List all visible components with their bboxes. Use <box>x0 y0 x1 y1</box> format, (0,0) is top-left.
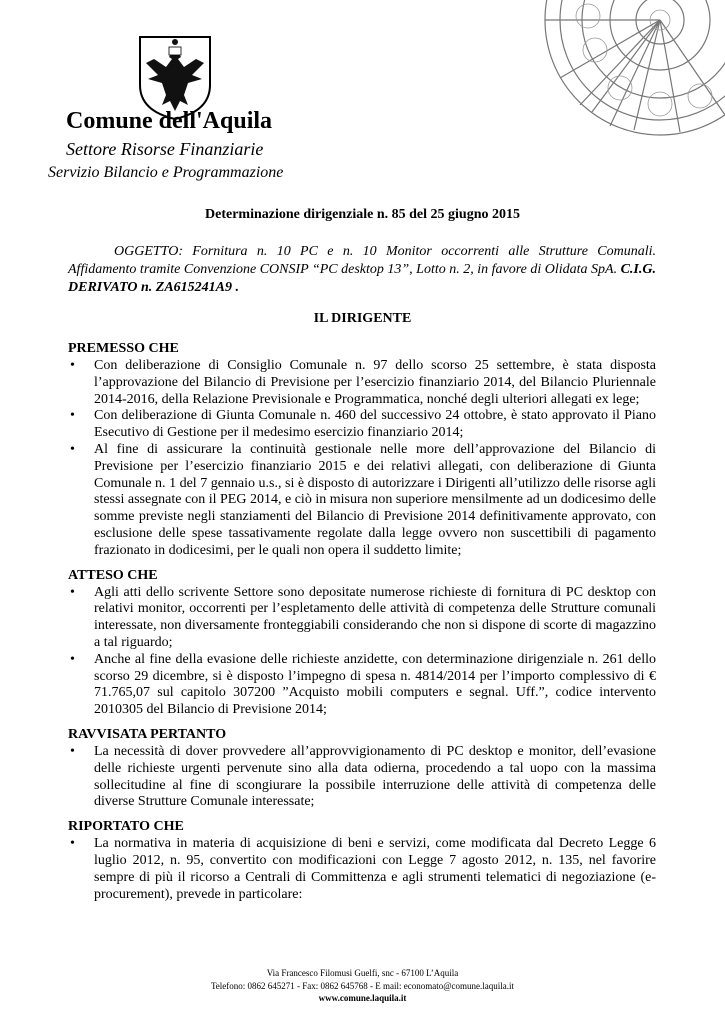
rose-window-decoration <box>530 0 725 140</box>
org-service: Servizio Bilancio e Programmazione <box>48 164 284 181</box>
section-title: PREMESSO CHE <box>68 341 179 356</box>
list-item: • La normativa in materia di acquisizione di beni e servizi, come modificata dal Decreto Legge 6 luglio 2012, n. 95, convertito con modificazioni con Legge 7 agosto 2012, n. 135, nel favorire sempre di più il ricorso a Centrali di Committenza e agli strumenti telematici di negoziazione (e-procurement), prevede in particolare: <box>68 836 656 903</box>
section-ravvisata <box>68 726 656 811</box>
list-item: • Agli atti dello scrivente Settore sono depositate numerose richieste di fornitura di PC desktop con relativi monitor, occorrenti per l’espletamento delle attività di competenza delle Strutture comunali interessate, non diversamente fronteggiabili considerando che non si dispone di scorte di magazzino a tal riguardo; <box>68 585 656 652</box>
section-atteso <box>68 567 656 719</box>
document-body <box>68 340 656 910</box>
main-heading: IL DIRIGENTE <box>313 311 412 326</box>
cig-code: C.I.G. DERIVATO n. ZA615241A9 . <box>68 262 656 295</box>
page-footer <box>0 967 725 1005</box>
subject-text: OGGETTO: Fornitura n. 10 PC e n. 10 Monitor occorrenti alle Strutture Comunali. Affidamento tramite Convenzione CONSIP “PC desktop 13”, Lotto n. 2, in favore di Olidata SpA. <box>68 244 656 277</box>
footer-contacts: Telefono: 0862 645271 - Fax: 0862 645768 - E mail: economato@comune.laquila.it <box>210 980 515 991</box>
footer-address: Via Francesco Filomusi Guelfi, snc - 67100 L’Aquila <box>266 968 459 978</box>
list-item: • Con deliberazione di Consiglio Comunale n. 97 dello scorso 25 settembre, è stata disposta l’approvazione del Bilancio di Previsione per l’esercizio finanziario 2014, del Bilancio Pluriennale 2014-2016, della Relazione Previsionale e Programmatica, nonché degli ulteriori allegati ex lege; <box>68 358 656 408</box>
document-title: Determinazione dirigenziale n. 85 del 25 giugno 2015 <box>205 207 520 222</box>
list-item: • La necessità di dover provvedere all’approvvigionamento di PC desktop e monitor, dell’evasione delle richieste urgenti pervenute sino alla data odierna, procedendo a tal uopo con la massima sollecitudine al fine di scongiurare la possibile interruzione delle attività di competenza delle diverse Strutture Comunale interessate; <box>68 744 656 811</box>
list-item: • Anche al fine della evasione delle richieste anzidette, con determinazione dirigenziale n. 261 dello scorso 29 dicembre, si è disposto l’impegno di spesa n. 4814/2014 per l’importo complessivo di € 71.765,07 sul capitolo 307200 ”Acquisto mobili computers e segnal. Uff.”, codice intervento 2010305 del Bilancio di Previsione 2014; <box>68 652 656 719</box>
list-item: • Al fine di assicurare la continuità gestionale nelle more dell’approvazione del Bilancio di Previsione per l’esercizio finanziario 2015 e dei relativi allegati, con deliberazione di Giunta Comunale n. 1 del 7 gennaio u.s., si è disposto di autorizzare i Dirigenti all’utilizzo delle risorse agli stessi assegnate con il PEG 2014, e ciò in misura non superiore mensilmente ad un dodicesimo delle somme previste negli stanziamenti del Bilancio di Previsione 2014 definitivamente approvato, con esclusione delle spese tassativamente regolate dalla legge ovvero non suscettibili di pagamento frazionato in dodicesimi, per le quali non opera il suddetto limite; <box>68 442 656 560</box>
section-title: RAVVISATA PERTANTO <box>68 726 227 742</box>
section-premesso <box>68 340 656 560</box>
list-item: • Con deliberazione di Giunta Comunale n. 460 del successivo 24 ottobre, è stato approvato il Piano Esecutivo di Gestione per il medesimo esercizio finanziario 2014; <box>68 408 656 442</box>
org-name: Comune dell'Aquila <box>66 108 273 134</box>
section-title: ATTESO CHE <box>68 567 158 583</box>
org-sector: Settore Risorse Finanziarie <box>66 139 264 159</box>
section-riportato <box>68 818 656 903</box>
subject-paragraph <box>68 243 656 297</box>
footer-website-link[interactable]: www.comune.laquila.it <box>318 993 407 1003</box>
section-title: RIPORTATO CHE <box>68 819 184 835</box>
